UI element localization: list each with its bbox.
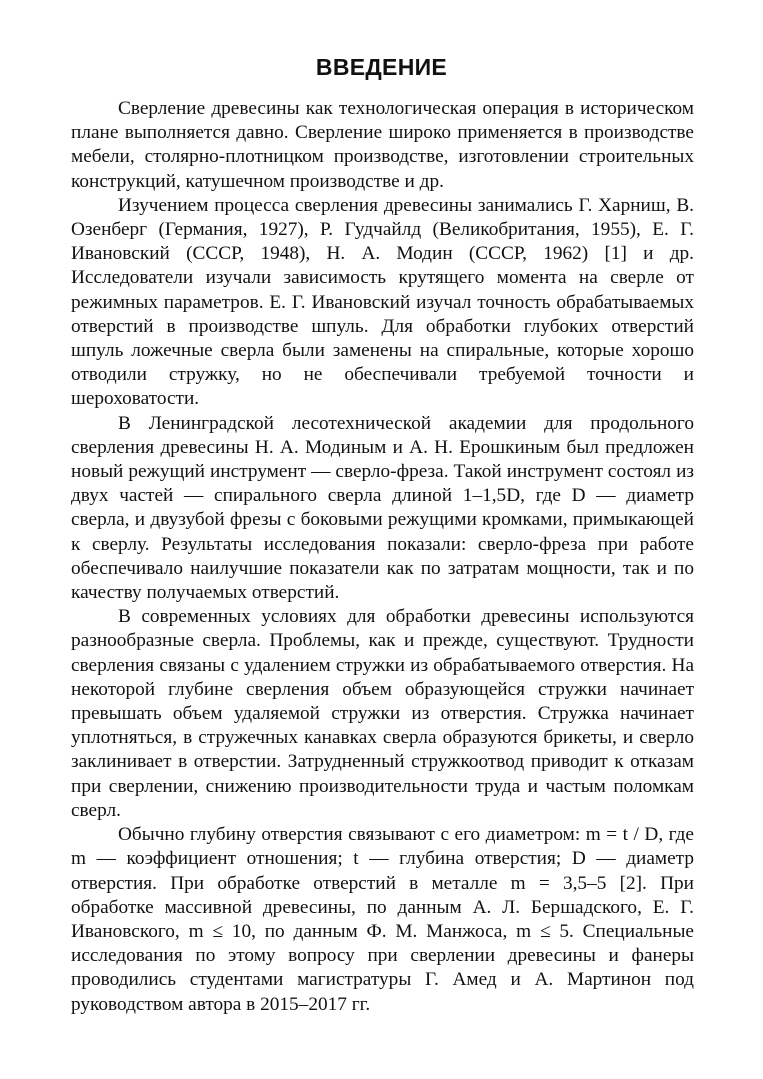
paragraph-2: Изучением процесса сверления древесины занимались Г. Харниш, В. Озенберг (Германия, 1927), Р. Гудчайлд (Великобритания, 1955), Е. Г. Ивановский (СССР, 1948), Н. А. Модин (СССР, 1962) [1] и др. Исследователи изучали зависимость крутящего момента на сверле от режимных параметров. Е. Г. Ивановский изучал точность обрабатываемых отверстий в производстве шпуль. Для обработки глубоких отверстий шпуль ложечные сверла были заменены на спиральные, которые хорошо отводили стружку, но не обеспечивали требуемой точности и шероховатости.: [71, 194, 694, 410]
paragraph-1: Сверление древесины как технологическая операция в историческом плане выполняется давно. Сверление широко применяется в производстве мебели, столярно-плотницком производстве, изготовлении строительных конструкций, катушечном производстве и др.: [71, 98, 694, 192]
body-text: [71, 97, 694, 1017]
paragraph-5: Обычно глубину отверстия связывают с его диаметром: m = t / D, где m — коэффициент отношения; t — глубина отверстия; D — диаметр отверстия. При обработке отверстий в металле m = 3,5–5 [2]. При обработке массивной древесины, по данным А. Л. Бершадского, Е. Г. Ивановского, m ≤ 10, по данным Ф. М. Манжоса, m ≤ 5. Специальные исследования по этому вопросу при сверлении древесины и фанеры проводились студентами магистратуры Г. Амед и А. Мартинон под руководством автора в 2015–2017 гг.: [71, 824, 694, 1015]
page-title: ВВЕДЕНИЕ: [315, 54, 448, 80]
paragraph-3: В Ленинградской лесотехнической академии для продольного сверления древесины Н. А. Модиным и А. Н. Ерошкиным был предложен новый режущий инструмент — сверло-фреза. Такой инструмент состоял из двух частей — спирального сверла длиной 1–1,5D, где D — диаметр сверла, и двузубой фрезы с боковыми режущими кромками, примыкающей к сверлу. Результаты исследования показали: сверло-фреза при работе обеспечивало наилучшие показатели как по затратам мощности, так и по качеству получаемых отверстий.: [71, 412, 694, 604]
paragraph-4: В современных условиях для обработки древесины используются разнообразные сверла. Проблемы, как и прежде, существуют. Трудности сверления связаны с удалением стружки из обрабатываемого отверстия. На некоторой глубине сверления объем образующейся стружки начинает превышать объем удаляемой стружки из отверстия. Стружка начинает уплотняться, в стружечных канавках сверла образуются брикеты, и сверло заклинивает в отверстии. Затрудненный стружкоотвод приводит к отказам при сверлении, снижению производительности труда и частым поломкам сверл.: [71, 606, 694, 821]
